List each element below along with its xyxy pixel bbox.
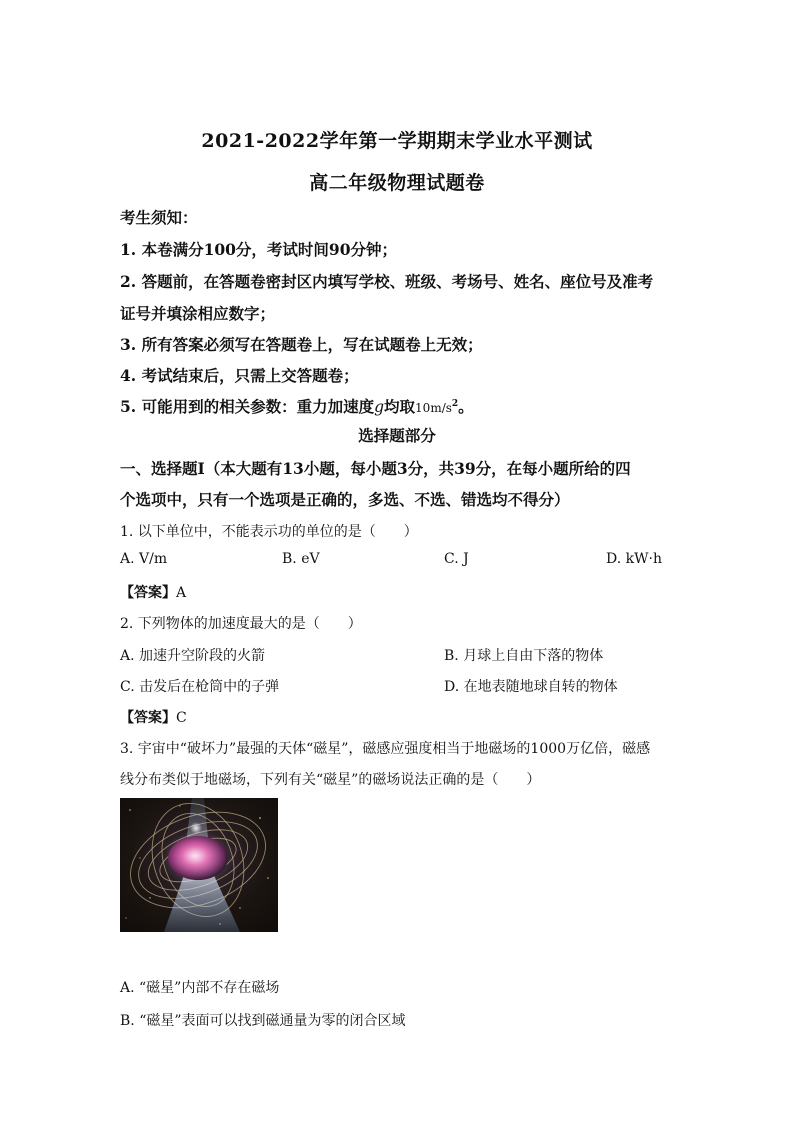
answer-label: 【答案】 bbox=[120, 585, 176, 601]
question-2-option-c: C. 击发后在枪筒中的子弹 bbox=[120, 679, 280, 695]
gravity-symbol: g bbox=[374, 398, 385, 416]
question-1-option-d: D. kW·h bbox=[606, 551, 662, 567]
question-2-answer bbox=[120, 707, 187, 727]
part1-instructions-line1: 一、选择题Ⅰ（本大题有13小题，每小题3分，共39分，在每小题所给的四 bbox=[120, 459, 631, 478]
exam-subtitle: 高二年级物理试题卷 bbox=[309, 172, 485, 194]
answer-label: 【答案】 bbox=[120, 710, 176, 726]
question-3-stem-line1: 3. 宇宙中“破坏力”最强的天体“磁星”，磁感应强度相当于地磁场的1000万亿倍，磁感 bbox=[120, 741, 651, 757]
magnetar-glow bbox=[162, 830, 234, 886]
magnetar-illustration bbox=[120, 798, 278, 932]
question-1-option-a: A. V/m bbox=[120, 551, 168, 567]
notice-item-3: 3. 所有答案必须写在答题卷上，写在试题卷上无效； bbox=[120, 335, 483, 354]
magnetar-image bbox=[120, 798, 278, 932]
question-1-option-c: C. J bbox=[444, 551, 469, 567]
part1-instructions-line2: 个选项中，只有一个选项是正确的，多选、不选、错选均不得分） bbox=[120, 490, 570, 509]
exam-title: 2021-2022学年第一学期期末学业水平测试 bbox=[201, 130, 593, 152]
notice-item-1: 1. 本卷满分100分，考试时间90分钟； bbox=[120, 240, 398, 259]
notice-item-5-mid: 均取 bbox=[384, 397, 416, 416]
question-1-option-b: B. eV bbox=[282, 551, 320, 567]
notice-item-2b: 证号并填涂相应数字； bbox=[120, 304, 276, 323]
notice-item-5-end: 。 bbox=[458, 397, 474, 416]
gravity-value: 10m/s bbox=[415, 401, 452, 415]
gravity-exponent: 2 bbox=[451, 398, 459, 409]
section-title: 选择题部分 bbox=[358, 426, 436, 445]
question-2-stem: 2. 下列物体的加速度最大的是（ ） bbox=[120, 616, 362, 632]
notice-item-4: 4. 考试结束后，只需上交答题卷； bbox=[120, 366, 359, 385]
notice-item-5-text: 5. 可能用到的相关参数：重力加速度 bbox=[120, 397, 375, 416]
north-pole-flare bbox=[190, 822, 202, 834]
question-3-option-a: A. “磁星”内部不存在磁场 bbox=[120, 980, 280, 996]
notice-heading: 考生须知： bbox=[120, 208, 198, 227]
question-1-stem: 1. 以下单位中，不能表示功的单位的是（ ） bbox=[120, 524, 418, 540]
answer-value: C bbox=[176, 710, 187, 726]
answer-value: A bbox=[176, 585, 187, 601]
question-2-option-b: B. 月球上自由下落的物体 bbox=[444, 648, 604, 664]
question-2-option-d: D. 在地表随地球自转的物体 bbox=[444, 679, 618, 695]
notice-item-5 bbox=[120, 395, 680, 417]
question-3-stem-line2: 线分布类似于地磁场，下列有关“磁星”的磁场说法正确的是（ ） bbox=[120, 772, 541, 788]
question-1-answer bbox=[120, 582, 186, 602]
notice-item-2a: 2. 答题前，在答题卷密封区内填写学校、班级、考场号、姓名、座位号及准考 bbox=[120, 272, 654, 291]
question-3-option-b: B. “磁星”表面可以找到磁通量为零的闭合区域 bbox=[120, 1013, 406, 1029]
question-2-option-a: A. 加速升空阶段的火箭 bbox=[120, 648, 266, 664]
